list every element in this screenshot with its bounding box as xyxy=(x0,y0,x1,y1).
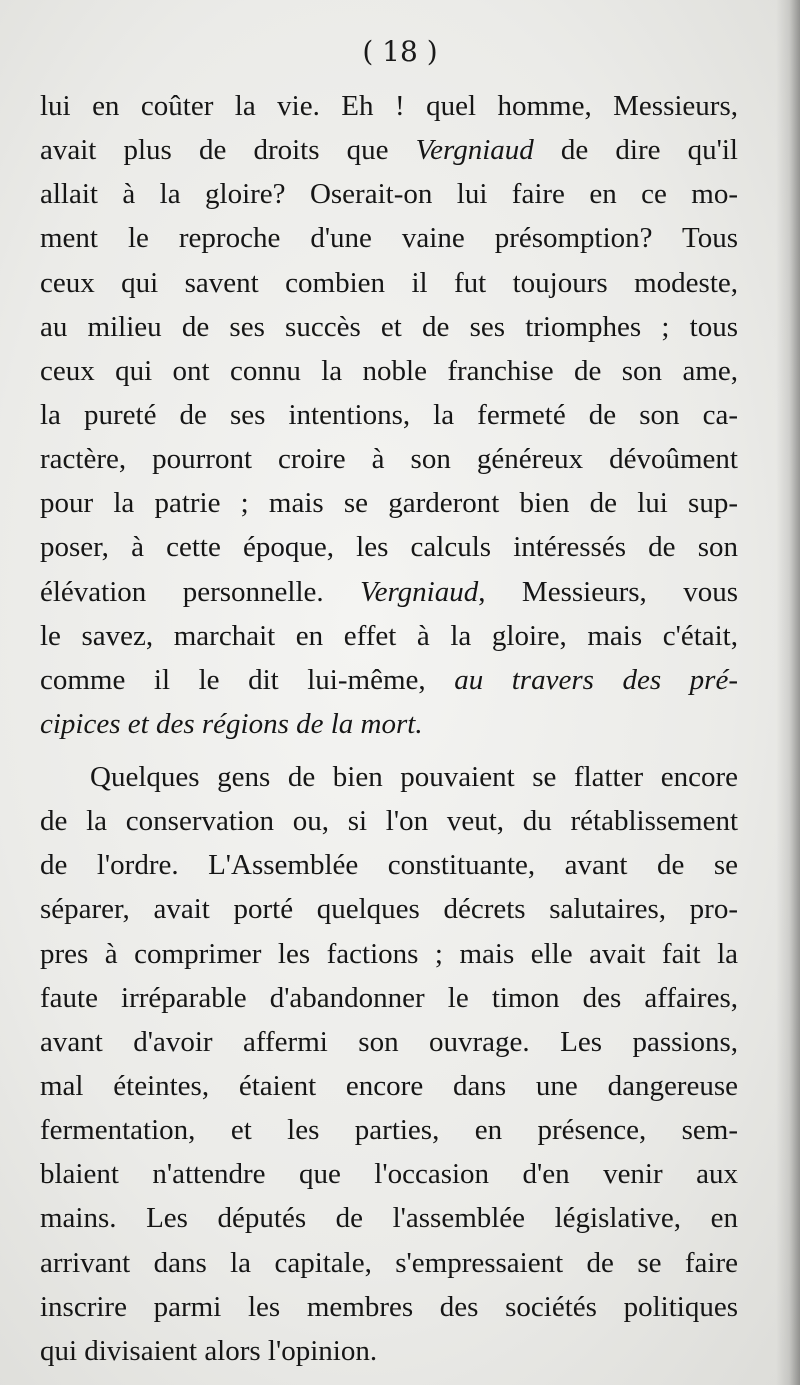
text-run: au milieu de ses succès et de ses triomphes ; tous xyxy=(40,310,738,343)
text-line xyxy=(40,1064,738,1108)
text-run: allait à la gloire? Oserait-on lui faire en ce mo- xyxy=(40,178,738,211)
text-line xyxy=(40,481,738,525)
text-run: lui en coûter la vie. Eh ! quel homme, Messieurs, xyxy=(40,90,738,122)
text-run: de dire qu'il xyxy=(533,134,738,167)
italic-text: au travers des pré- xyxy=(454,663,738,696)
text-line xyxy=(40,755,738,799)
text-run: ceux qui ont connu la noble franchise de son ame, xyxy=(40,354,738,387)
text-line xyxy=(40,525,738,569)
italic-text: cipices et des régions de la mort. xyxy=(40,707,423,740)
text-line xyxy=(40,393,738,437)
text-run: la pureté de ses intentions, la fermeté de son ca- xyxy=(40,398,738,431)
text-run: inscrire parmi les membres des sociétés politiques xyxy=(40,1290,738,1323)
italic-text: Vergniaud xyxy=(415,134,534,167)
text-line xyxy=(40,84,738,128)
text-line xyxy=(40,437,738,481)
text-line xyxy=(40,1152,738,1196)
text-line xyxy=(40,843,738,887)
text-line xyxy=(40,1196,738,1240)
text-run: comme il le dit lui-même, xyxy=(40,663,455,696)
text-run: de la conservation ou, si l'on veut, du rétablissement xyxy=(40,805,738,838)
paragraph-1 xyxy=(40,84,738,746)
text-run: pres à comprimer les factions ; mais elle avait fait la xyxy=(40,937,738,970)
text-run: ractère, pourront croire à son généreux dévoûment xyxy=(40,443,738,476)
text-line xyxy=(40,128,738,172)
text-run: , Messieurs, vous xyxy=(478,575,738,608)
text-run: le savez, marchait en effet à la gloire, mais c'était, xyxy=(40,619,738,652)
page-edge-shadow xyxy=(776,0,800,1385)
text-line xyxy=(40,1241,738,1285)
text-line xyxy=(40,1108,738,1152)
text-run: qui divisaient alors l'opinion. xyxy=(40,1334,378,1367)
text-run: blaient n'attendre que l'occasion d'en venir aux xyxy=(40,1158,738,1191)
text-line xyxy=(40,1285,738,1329)
text-run: fermentation, et les parties, en présence, sem- xyxy=(40,1114,738,1147)
text-run: mal éteintes, étaient encore dans une dangereuse xyxy=(40,1069,738,1102)
text-run: séparer, avait porté quelques décrets salutaires, pro- xyxy=(40,893,738,926)
text-line xyxy=(40,976,738,1020)
paragraph-2 xyxy=(40,755,738,1373)
text-line xyxy=(40,261,738,305)
text-run: poser, à cette époque, les calculs intéressés de son xyxy=(40,531,738,564)
text-line xyxy=(40,349,738,393)
text-run: élévation personnelle. xyxy=(40,575,361,608)
text-line xyxy=(40,570,738,614)
text-run: mains. Les députés de l'assemblée législative, en xyxy=(40,1202,738,1235)
text-line xyxy=(40,305,738,349)
text-run: arrivant dans la capitale, s'empressaient de se faire xyxy=(40,1246,738,1279)
text-line xyxy=(40,172,738,216)
text-line xyxy=(40,1020,738,1064)
text-run: avant d'avoir affermi son ouvrage. Les passions, xyxy=(40,1025,738,1058)
text-run: ceux qui savent combien il fut toujours modeste, xyxy=(40,266,738,299)
italic-text: Vergniaud xyxy=(360,575,479,608)
text-run: pour la patrie ; mais se garderont bien de lui sup- xyxy=(40,487,738,520)
text-line xyxy=(40,799,738,843)
text-line xyxy=(40,614,738,658)
text-run: de l'ordre. L'Assemblée constituante, avant de se xyxy=(40,849,738,882)
text-run: avait plus de droits que xyxy=(40,134,416,167)
text-line xyxy=(40,887,738,931)
text-run: Quelques gens de bien pouvaient se flatter encore xyxy=(90,761,738,793)
text-line xyxy=(40,932,738,976)
text-line xyxy=(40,216,738,260)
text-line xyxy=(40,1329,738,1373)
text-line xyxy=(40,658,738,702)
text-run: ment le reproche d'une vaine présomption? Tous xyxy=(40,222,738,255)
text-line xyxy=(40,702,738,746)
text-run: faute irréparable d'abandonner le timon des affaires, xyxy=(40,981,738,1014)
page-number: ( 18 ) xyxy=(362,35,438,68)
